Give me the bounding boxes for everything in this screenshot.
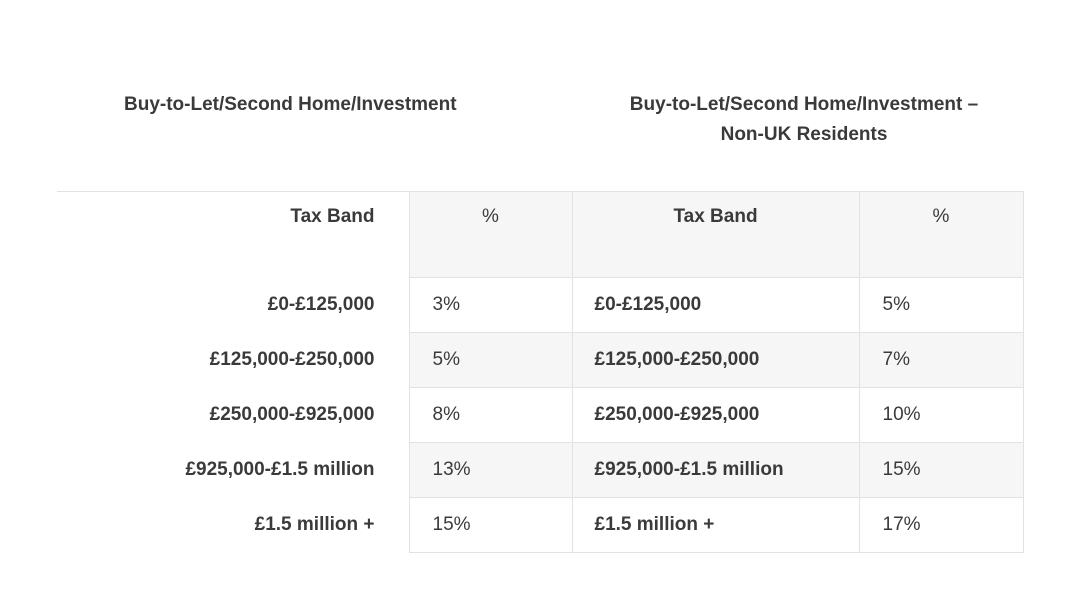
table-row xyxy=(57,278,1023,333)
rate-cell: 17% xyxy=(859,498,1023,553)
heading-buy-to-let-non-uk xyxy=(606,90,1002,150)
tax-band-cell: £925,000-£1.5 million xyxy=(572,443,859,498)
tax-band-cell: £125,000-£250,000 xyxy=(57,333,409,388)
table-row xyxy=(57,498,1023,553)
table-row xyxy=(57,443,1023,498)
tax-rate-table xyxy=(57,191,1024,553)
rate-cell: 13% xyxy=(409,443,572,498)
table-row xyxy=(57,388,1023,443)
col-header-tax-band-standard: Tax Band xyxy=(57,192,409,278)
tax-band-cell: £925,000-£1.5 million xyxy=(57,443,409,498)
heading-buy-to-let: Buy-to-Let/Second Home/Investment xyxy=(124,94,457,115)
rate-cell: 5% xyxy=(409,333,572,388)
tax-band-cell: £0-£125,000 xyxy=(57,278,409,333)
tax-band-cell: £125,000-£250,000 xyxy=(572,333,859,388)
rate-cell: 10% xyxy=(859,388,1023,443)
rate-cell: 15% xyxy=(859,443,1023,498)
col-header-percent-non-uk: % xyxy=(859,192,1023,278)
col-header-tax-band-non-uk: Tax Band xyxy=(572,192,859,278)
rate-cell: 3% xyxy=(409,278,572,333)
heading-non-uk-line2: Non-UK Residents xyxy=(720,124,888,145)
tax-band-cell: £0-£125,000 xyxy=(572,278,859,333)
tax-band-cell: £250,000-£925,000 xyxy=(57,388,409,443)
col-header-percent-standard: % xyxy=(409,192,572,278)
rate-cell: 15% xyxy=(409,498,572,553)
table-header-row xyxy=(57,192,1023,278)
rate-cell: 5% xyxy=(859,278,1023,333)
tax-band-cell: £1.5 million + xyxy=(572,498,859,553)
rate-cell: 8% xyxy=(409,388,572,443)
tax-band-cell: £1.5 million + xyxy=(57,498,409,553)
heading-non-uk-line1: Buy-to-Let/Second Home/Investment – xyxy=(629,94,979,115)
rate-cell: 7% xyxy=(859,333,1023,388)
tax-band-cell: £250,000-£925,000 xyxy=(572,388,859,443)
table-row xyxy=(57,333,1023,388)
